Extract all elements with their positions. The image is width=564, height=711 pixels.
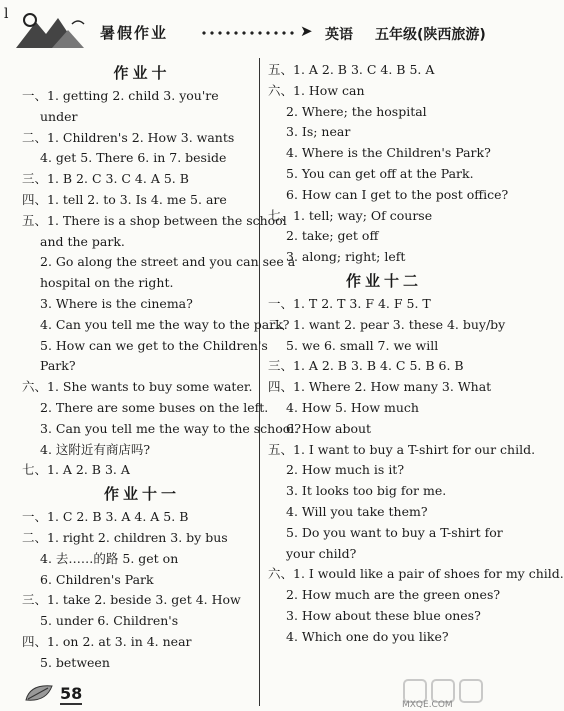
right-answer-line: 二、1. want 2. pear 3. these 4. buy/by: [268, 316, 506, 332]
right-answer-line: 4. Will you take them?: [286, 503, 428, 519]
left-answer-line: 一、1. getting 2. child 3. you're: [22, 88, 219, 103]
left-answer-line: 2. There are some buses on the left.: [40, 399, 269, 415]
section-heading: 作业十二: [345, 271, 422, 290]
right-column: [268, 60, 564, 648]
subject-label: 英语: [325, 27, 353, 43]
right-answer-line: 5. You can get off at the Park.: [286, 165, 474, 181]
left-answer-line: 5. between: [40, 654, 110, 670]
left-answer-line: 四、1. tell 2. to 3. Is 4. me 5. are: [22, 191, 227, 207]
grade-label: 五年级(陕西旅游): [375, 27, 486, 43]
right-answer-line: 2. How much is it?: [286, 462, 405, 478]
left-answer-line: 四、1. on 2. at 3. in 4. near: [22, 633, 192, 649]
right-answer-line: 2. Where; the hospital: [286, 103, 427, 119]
left-answer-line: 5. under 6. Children's: [40, 613, 179, 629]
left-answer-line: 三、1. take 2. beside 3. get 4. How: [22, 592, 241, 608]
right-answer-line: 一、1. T 2. T 3. F 4. F 5. T: [268, 295, 431, 311]
right-answer-line: 4. Where is the Children's Park?: [286, 145, 491, 161]
arrow-icon: ➤: [300, 22, 313, 40]
left-answer-line: 一、1. C 2. B 3. A 4. A 5. B: [22, 509, 189, 525]
right-answer-line: 七、1. tell; way; Of course: [268, 207, 433, 223]
left-answer-line: hospital on the right.: [40, 275, 174, 291]
right-answer-line: 三、1. A 2. B 3. B 4. C 5. B 6. B: [268, 358, 464, 374]
right-answer-line: 6. How about: [286, 420, 372, 436]
right-answer-line: 3. It looks too big for me.: [286, 483, 447, 499]
left-answer-line: 五、1. There is a shop between the school: [22, 212, 287, 228]
section-heading: 作业十: [113, 64, 171, 82]
right-answer-line: 五、1. A 2. B 3. C 4. B 5. A: [268, 62, 435, 77]
left-answer-line: and the park.: [40, 233, 125, 249]
right-answer-line: 6. How can I get to the post office?: [286, 186, 509, 202]
page-number: 58: [60, 684, 83, 703]
left-answer-line: 3. Can you tell me the way to the school?: [40, 420, 301, 436]
right-answer-line: 3. How about these blue ones?: [286, 607, 481, 623]
section-heading: 作业十一: [103, 485, 180, 504]
right-answer-line: 五、1. I want to buy a T-shirt for our child.: [268, 441, 536, 457]
right-answer-line: 3. along; right; left: [286, 249, 406, 265]
left-answer-line: Park?: [40, 358, 76, 374]
mountain-logo-icon: [12, 10, 102, 52]
right-answer-line: 2. take; get off: [286, 228, 379, 244]
left-answer-line: 3. Where is the cinema?: [40, 295, 193, 311]
right-answer-line: 5. Do you want to buy a T-shirt for: [286, 524, 503, 540]
right-answer-line: your child?: [286, 545, 357, 561]
right-answer-line: 四、1. Where 2. How many 3. What: [268, 379, 492, 395]
right-answer-line: 4. How 5. How much: [286, 399, 419, 415]
left-answer-line: 4. get 5. There 6. in 7. beside: [40, 150, 227, 166]
left-answer-line: 七、1. A 2. B 3. A: [22, 462, 130, 478]
leaf-icon: [24, 682, 54, 704]
left-answer-line: 三、1. B 2. C 3. C 4. A 5. B: [22, 171, 189, 187]
right-answer-line: 4. Which one do you like?: [286, 628, 449, 644]
left-answer-line: 六、1. She wants to buy some water.: [22, 379, 253, 395]
dotted-leader: [200, 30, 296, 36]
left-answer-line: under: [40, 108, 78, 124]
header-title: 暑假作业: [100, 24, 169, 42]
right-answer-line: 3. Is; near: [286, 124, 351, 140]
page-header: [0, 0, 500, 56]
left-answer-line: 二、1. Children's 2. How 3. wants: [22, 129, 235, 145]
left-answer-line: 5. How can we get to the Children's: [40, 337, 268, 353]
left-answer-line: 4. Can you tell me the way to the park?: [40, 316, 290, 332]
right-answer-line: 六、1. How can: [268, 82, 365, 98]
watermark-text: MXQE.COM: [402, 700, 453, 710]
right-answer-line: 六、1. I would like a pair of shoes for my child.: [268, 566, 564, 582]
corner-mark: l: [4, 6, 9, 22]
left-answer-line: 2. Go along the street and you can see a: [40, 254, 296, 270]
left-answer-line: 二、1. right 2. children 3. by bus: [22, 529, 228, 545]
right-answer-line: 2. How much are the green ones?: [286, 587, 501, 603]
right-answer-line: 5. we 6. small 7. we will: [286, 337, 439, 353]
left-answer-line: 6. Children's Park: [40, 571, 154, 587]
left-answer-line: 4. 去……的路 5. get on: [40, 550, 179, 566]
left-answer-line: 4. 这附近有商店吗?: [40, 441, 151, 457]
left-column: [22, 60, 301, 674]
